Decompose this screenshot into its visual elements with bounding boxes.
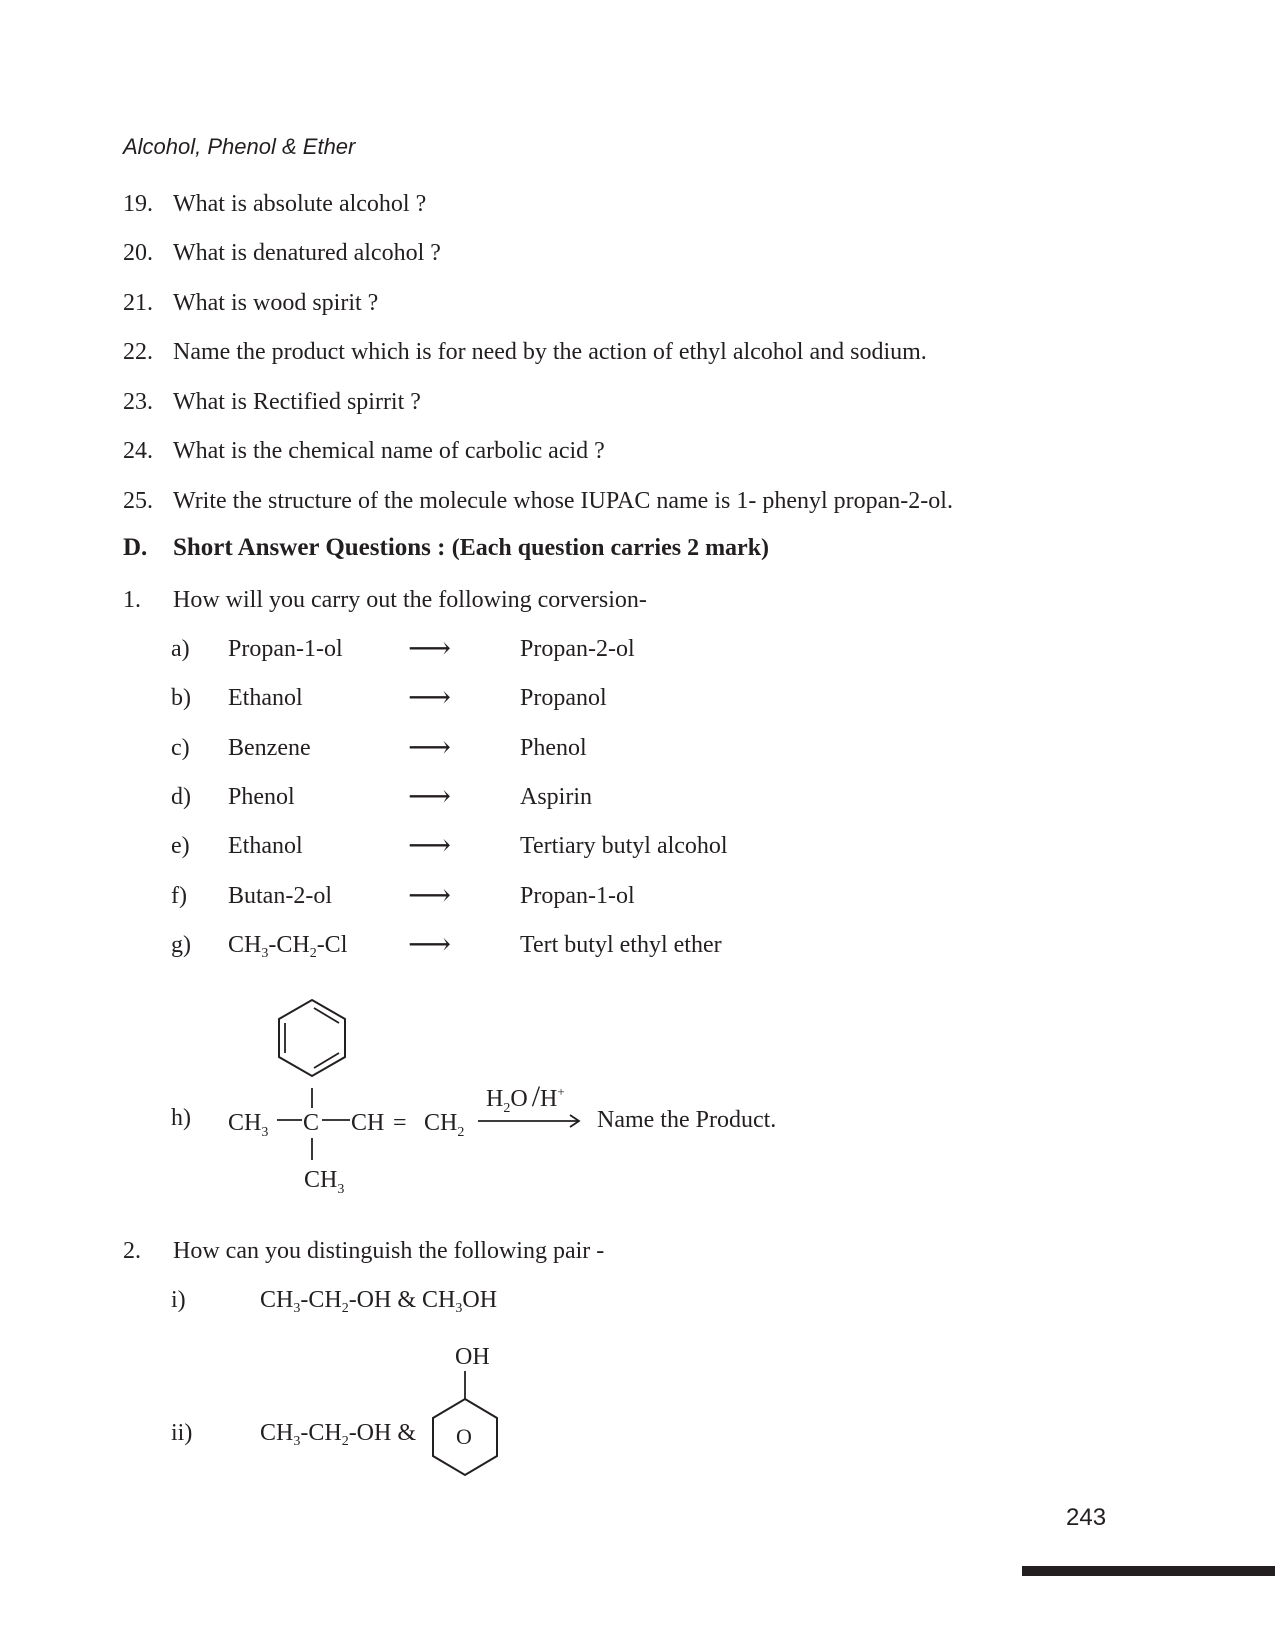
question-number: 20. — [123, 240, 153, 266]
product-prompt: Name the Product. — [597, 1107, 777, 1133]
question-text: What is absolute alcohol ? — [173, 191, 427, 217]
question-text: What is wood spirit ? — [173, 290, 379, 316]
question-text: Write the structure of the molecule whose IUPAC name is 1- phenyl propan-2-ol. — [173, 488, 953, 514]
arrow-icon: ⟶ — [408, 828, 452, 863]
question-number: 22. — [123, 339, 153, 365]
central-carbon: C — [303, 1110, 320, 1136]
product: Propanol — [520, 685, 607, 711]
question-text: What is denatured alcohol ? — [173, 240, 441, 266]
question-text: How will you carry out the following corversion- — [173, 587, 647, 613]
item-label: d) — [171, 784, 191, 810]
question-number: 19. — [123, 191, 153, 217]
arrow-icon: ⟶ — [408, 730, 452, 765]
reactant: Benzene — [228, 735, 311, 761]
reagent-label: $H_2O$ /H+ — [486, 1080, 565, 1116]
question-number: 1. — [123, 587, 141, 613]
reactant: Phenol — [228, 784, 295, 810]
reactant-formula: $CH_3-CH_2-Cl$ — [228, 932, 348, 961]
reactant: Ethanol — [228, 833, 303, 859]
item-label: h) — [171, 1105, 191, 1131]
ch-group: CH — [351, 1110, 385, 1136]
ch2-group: $CH_2$ — [424, 1110, 465, 1140]
item-label: c) — [171, 735, 190, 761]
question-number: 23. — [123, 389, 153, 415]
question-number: 25. — [123, 488, 153, 514]
question-text: How can you distinguish the following pair - — [173, 1238, 605, 1264]
reactant: Propan-1-ol — [228, 636, 343, 662]
ring-center-label: O — [456, 1424, 472, 1449]
benzene-ring — [279, 1000, 345, 1076]
item-label: g) — [171, 932, 191, 958]
question-number: 21. — [123, 290, 153, 316]
double-bond — [314, 1008, 339, 1023]
item-label: a) — [171, 636, 190, 662]
page-number: 243 — [1066, 1504, 1107, 1531]
double-bond-sign: = — [393, 1110, 407, 1136]
item-label: i) — [171, 1287, 186, 1313]
question-text: What is the chemical name of carbolic acid ? — [173, 438, 605, 464]
arrow-icon: ⟶ — [408, 680, 452, 715]
section-note: (Each question carries 2 mark) — [451, 535, 770, 561]
footer-bar — [1022, 1566, 1275, 1576]
arrow-icon: ⟶ — [408, 878, 452, 913]
product: Phenol — [520, 735, 587, 761]
product: Tertiary butyl alcohol — [520, 833, 728, 859]
pair-i-formula: $CH_3-CH_2-OH$ & $CH_3OH$ — [260, 1287, 498, 1316]
reactant: Butan-2-ol — [228, 883, 332, 909]
methyl-bottom: $CH_3$ — [304, 1167, 345, 1197]
methyl-left: $CH_3$ — [228, 1110, 269, 1140]
section-letter: D. — [123, 534, 148, 561]
reactant: Ethanol — [228, 685, 303, 711]
product: Propan-2-ol — [520, 636, 635, 662]
item-label: e) — [171, 833, 190, 859]
question-number: 2. — [123, 1238, 141, 1264]
running-header: Alcohol, Phenol & Ether — [123, 134, 356, 159]
arrow-icon: ⟶ — [408, 927, 452, 962]
double-bond — [314, 1053, 339, 1068]
arrow-icon: ⟶ — [408, 631, 452, 666]
question-text: What is Rectified spirrit ? — [173, 389, 421, 415]
question-number: 24. — [123, 438, 153, 464]
item-label: f) — [171, 883, 187, 909]
question-text: Name the product which is for need by the action of ethyl alcohol and sodium. — [173, 339, 927, 365]
product: Propan-1-ol — [520, 883, 635, 909]
product: Tert butyl ethyl ether — [520, 932, 722, 958]
pair-ii-formula: $CH_3-CH_2-OH$ & — [260, 1420, 417, 1449]
section-title: Short Answer Questions : — [173, 534, 446, 561]
item-label: ii) — [171, 1420, 193, 1446]
arrow-icon: ⟶ — [408, 779, 452, 814]
item-label: b) — [171, 685, 191, 711]
oh-label: OH — [455, 1344, 490, 1370]
product: Aspirin — [520, 784, 592, 810]
